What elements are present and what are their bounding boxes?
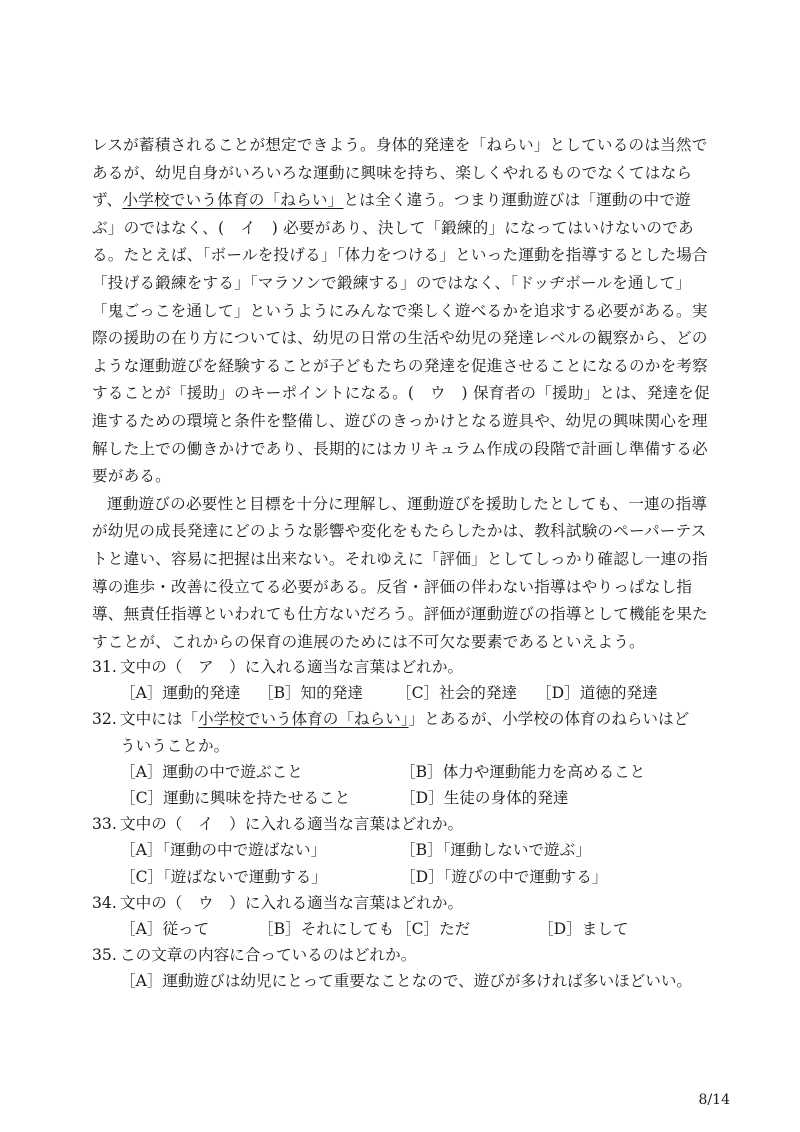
question-32 (92, 706, 712, 811)
question-number: 32. (92, 710, 117, 729)
option-d[interactable]: ［D］道徳的発達 (536, 684, 658, 703)
question-text-part: 文中には「 (120, 710, 198, 729)
question-34 (92, 890, 712, 942)
option-c[interactable]: ［C］「遊ばないで運動する」 (120, 867, 327, 886)
page-number: 8/14 (698, 1092, 730, 1108)
option-a[interactable]: ［A］運動的発達 (120, 684, 241, 703)
question-text (120, 706, 689, 732)
reading-passage (92, 132, 712, 656)
answer-options (92, 916, 712, 942)
answer-options-row-2 (92, 864, 712, 890)
question-33 (92, 811, 712, 890)
passage-text: とは全く違う。つまり運動遊びは「運動の中で遊ぶ」のではなく、( イ ) 必要があり、決して「鍛練的」になってはいけないのである。たとえば、「ボールを投げる」「体力をつける」といった運動を指導するとした場合「投げる鍛練をする」「マラソンで鍛練する」のではなく、「ドッヂボールを通して」「鬼ごっこを通して」というようにみんなで楽しく遊べるかを追求する必要がある。実際の援助の在り方については、幼児の日常の生活や幼児の発達レベルの観察から、どのような運動遊びを経験することが子どもたちの発達を促進させることになるのかを考察することが「援助」のキーポイントになる。( ウ ) 保育者の「援助」とは、発達を促進するための環境と条件を整備し、遊びのきっかけとなる遊具や、幼児の興味関心を理解した上での働きかけであり、長期的にはカリキュラム作成の段階で計画し準備する必要がある。 (92, 191, 710, 486)
answer-options-row-1 (92, 759, 712, 785)
option-d[interactable]: ［D］まして (538, 920, 629, 939)
option-b[interactable]: ［B］「運動しないで遊ぶ」 (400, 841, 591, 860)
question-35 (92, 942, 712, 994)
passage-paragraph-2: 運動遊びの必要性と目標を十分に理解し、運動遊びを援助したとしても、一連の指導が幼児の成長発達にどのような影響や変化をもたらしたかは、教科試験のペーパーテストと違い、容易に把握は出来ない。それゆえに「評価」としてしっかり確認し一連の指導の進歩・改善に役立てる必要がある。反省・評価の伴わない指導はやりっぱなし指導、無責任指導といわれても仕方ないだろう。評価が運動遊びの指導として機能を果たすことが、これからの保育の進展のためには不可欠な要素であるといえよう。 (92, 494, 708, 651)
question-31 (92, 654, 712, 706)
underlined-phrase: 小学校でいう体育の「ねらい」 (197, 710, 409, 729)
question-text-part: 」とあるが、小学校の体育のねらいはど (408, 710, 690, 729)
question-number: 31. (92, 658, 117, 676)
passage-paragraph-1 (92, 132, 712, 491)
question-text-continued: ういうことか。 (120, 736, 230, 755)
underlined-phrase: 小学校でいう体育の「ねらい」 (122, 191, 344, 210)
option-c[interactable]: ［C］運動に興味を持たせること (120, 789, 351, 808)
option-a[interactable]: ［A］運動の中で遊ぶこと (120, 762, 303, 781)
question-number: 33. (92, 815, 117, 834)
question-text: 文中の（ ウ ）に入れる適当な言葉はどれか。 (120, 893, 464, 912)
question-text: 文中の（ ア ）に入れる適当な言葉はどれか。 (120, 658, 464, 676)
option-b[interactable]: ［B］体力や運動能力を高めること (400, 762, 646, 781)
answer-options (92, 680, 712, 706)
question-list (92, 654, 712, 995)
option-c[interactable]: ［C］社会的発達 (396, 684, 518, 703)
option-a[interactable]: ［A］従って (120, 920, 210, 939)
question-number: 34. (92, 893, 117, 912)
option-a[interactable]: ［A］「運動の中で遊ばない」 (120, 841, 327, 860)
answer-options (92, 968, 712, 994)
answer-options-row-2 (92, 785, 712, 811)
option-b[interactable]: ［B］知的発達 (258, 684, 364, 703)
question-text: 文中の（ イ ）に入れる適当な言葉はどれか。 (120, 815, 464, 834)
passage-text: レスが蓄積されることが想定できよう。身体的発達を「ねらい」としているのは当然であるが、幼児自身がいろいろな運動に興味を持ち、楽しくやれるものでなくてはならず、 (92, 136, 708, 210)
option-b[interactable]: ［B］それにしても (258, 920, 395, 939)
answer-options-row-1 (92, 837, 712, 863)
option-c[interactable]: ［C］ただ (396, 920, 471, 939)
option-d[interactable]: ［D］「遊びの中で運動する」 (400, 867, 608, 886)
question-text: この文章の内容に合っているのはどれか。 (120, 946, 417, 965)
option-d[interactable]: ［D］生徒の身体的発達 (400, 789, 569, 808)
option-a[interactable]: ［A］運動遊びは幼児にとって重要なことなので、遊びが多ければ多いほどいい。 (120, 972, 693, 991)
question-number: 35. (92, 946, 117, 965)
